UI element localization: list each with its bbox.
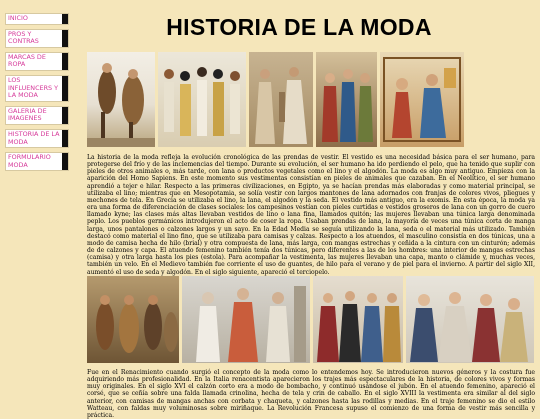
sidebar-nav bbox=[5, 13, 69, 175]
sidebar-item-label: LOS INFLUENCERS Y LA MODA bbox=[8, 75, 59, 100]
sidebar-item-inicio[interactable] bbox=[5, 13, 69, 25]
photo-neolithic-furs bbox=[87, 52, 155, 147]
nav-marker bbox=[62, 53, 68, 70]
photo-egyptian-figures bbox=[158, 52, 246, 147]
sidebar-item-galeria[interactable] bbox=[5, 106, 69, 125]
nav-marker bbox=[62, 14, 68, 24]
sidebar-item-label: GALERIA DE IMAGENES bbox=[8, 106, 47, 123]
image-gallery-bottom bbox=[87, 276, 534, 363]
sidebar-item-label: MARCAS DE ROPA bbox=[8, 52, 46, 69]
sidebar-item-label: HISTORIA DE LA MODA bbox=[8, 129, 60, 146]
photo-renaissance-costumes bbox=[313, 276, 403, 363]
photo-greek-statue-painting bbox=[182, 276, 310, 363]
nav-marker bbox=[62, 107, 68, 124]
sidebar-item-pros-y-contras[interactable] bbox=[5, 29, 69, 48]
nav-marker bbox=[62, 153, 68, 170]
photo-greek-chiton-women bbox=[249, 52, 313, 147]
nav-marker bbox=[62, 76, 68, 101]
nav-marker bbox=[62, 30, 68, 47]
photo-bronze-age-people bbox=[87, 276, 179, 363]
photo-illustrated-manuscript bbox=[380, 52, 464, 147]
page-title: HISTORIA DE LA MODA bbox=[166, 14, 432, 40]
photo-medieval-court bbox=[316, 52, 377, 147]
sidebar-item-historia[interactable] bbox=[5, 129, 69, 148]
sidebar-item-formulario[interactable] bbox=[5, 152, 69, 171]
sidebar-item-marcas-de-ropa[interactable] bbox=[5, 52, 69, 71]
nav-marker bbox=[62, 130, 68, 147]
history-paragraph-1: La historia de la moda refleja la evolución cronológica de las prendas de vestir. El vestido es una necesidad básica para el ser humano, para protegerse del frío y de las inclemencias del tiempo. Durante su evolución, el ser humano ha ido perdiendo el pelo, que ha tenido que suplir con pieles de otros animales o, más tarde, con lana o productos vegetales como el lino y el algodón. La moda es algo muy antiguo. Empieza con la aparición del Homo Sapiens. En este momento sus vestimentas consistían en pieles de animales que cazaban. En el Neolítico, el ser humano aprendió a tejer e hilar. Respecto a las primeras civilizaciones, en Egipto, ya se hacían prendas más elaboradas y como material principal, se utilizaba el lino; mientras que en Mesopotamia, se solía vestir con largos mantones de lana adornados con franjas de colores vivos, pliegues y mechones de tela. En Grecia se utilizaba el lino, la lana, el algodón y la seda. El vestido más antiguo, era la exomis. En esta época, la moda ya era una forma de diferenciación de clases sociales: los campesinos vestían con pieles curtidas e vestidos groseros de lana con un gorro de cuero llamado kyne; las clases más altas llevaban vestidos de lino o lana fina, llamados quitón; las mujeres llevaban una túnica larga denominada peplo. Los pueblos germánicos introdujeron el acto de coser la ropa. Usaban prendas de lana, la mayoría de veces una túnica corta de manga larga, unos pantalones o calzones largos y un sayo. En la Edad Media se seguía utilizando la lana, seda o el material más utilizado. También destacó como material el lino fino, que se utilizaba para camisas y calzas. Respecto a los atuendos, el masculino consistía en dos túnicas, una a modo de camisa hecha de hilo (brial) y otra compuesta de lana, más larga, con mangas estrechas y ceñida a la cintura con un cinturón; además de de calzones y capa. El atuendo femenino también tenía dos túnicas, pero diferentes a las de los hombres: una interior de mangas estrechas (camisa) y otra larga hasta los pies (estola). Para acompañar la vestimenta, las mujeres llevaban una capa, manto o clámide y, muchas veces, también un velo. En el Medievo también fue corriente el uso de guantes, de hilo para el verano y de piel para el invierno. A partir del siglo XII, aumentó el uso de seda y algodón. En el siglo siguiente, apareció el terciopelo. bbox=[87, 154, 535, 276]
sidebar-item-label: PROS Y CONTRAS bbox=[8, 29, 39, 46]
photo-baroque-family bbox=[406, 276, 534, 363]
history-paragraph-2: Fue en el Renacimiento cuando surgió el concepto de la moda como lo entendemos hoy. Se introducieron nuevos géneros y la costura fue adquiriendo más profesionalidad. En la Italia renacentista aparecieron los trajes más espectaculares de la historia, de colores vivos y formas muy originales. En el siglo XVI el calzón corto era a modo de bombacho, y continuó usándose el jubón. En el atuendo femenino, apareció el corsé, que se ceñía sobre una falda llamada crinolina, hecha de tela y crin de caballo. En el siglo XVIII la vestimenta era similar al del siglo anterior, con camisas de mangas anchas con corbata y chaqueta, y calzones hasta las rodillas y medias. En el traje femenino se dio el estilo Watteau, con faldas muy voluminosas sobre miriñaque. La Revolución Francesa supuso el comienzo de una forma de vestir más sencilla y práctica. bbox=[87, 369, 535, 419]
sidebar-item-label: INICIO bbox=[8, 14, 28, 22]
sidebar-item-label: FORMULARIO MODA bbox=[8, 153, 51, 169]
image-gallery-top bbox=[87, 52, 464, 147]
sidebar-item-influencers[interactable] bbox=[5, 75, 69, 102]
